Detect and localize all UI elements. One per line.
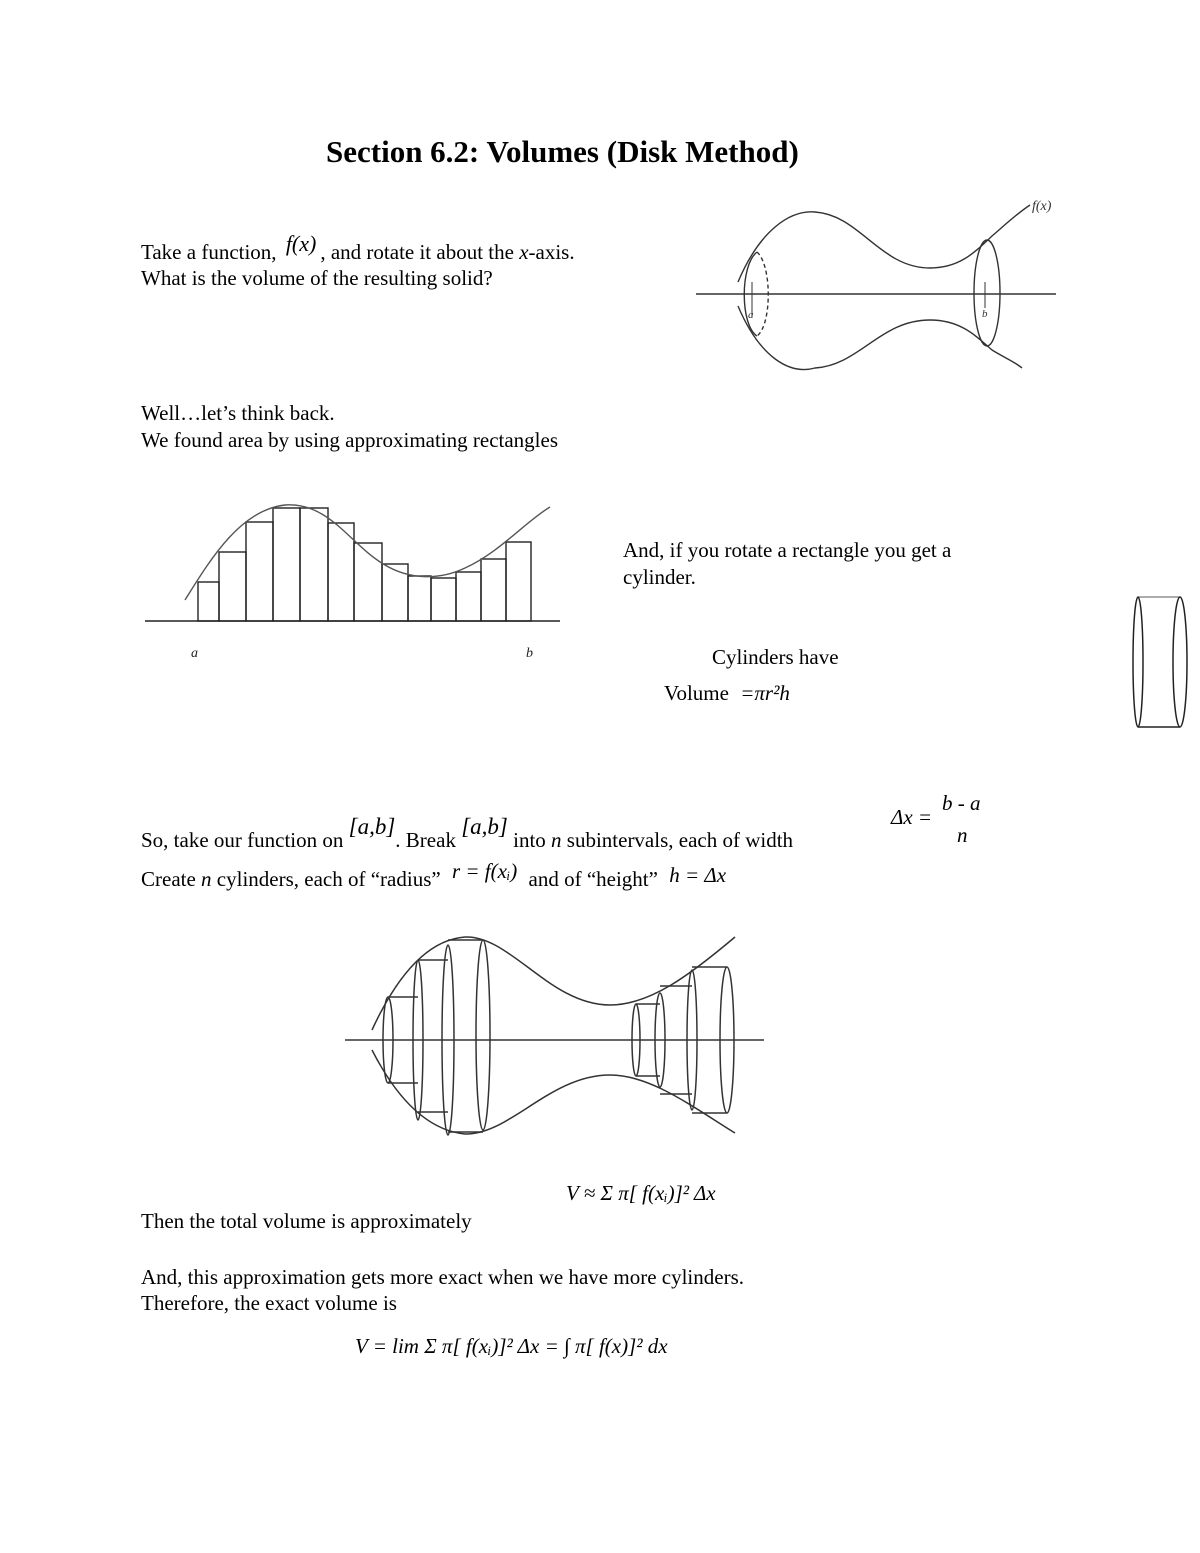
n-var-2: n	[201, 867, 212, 891]
fig1-label-b: b	[982, 308, 988, 320]
partition-text-b: . Break	[395, 828, 456, 852]
radius-formula: r = f(xᵢ)	[451, 859, 518, 883]
interval-1: [a,b]	[348, 814, 396, 839]
disk-left-4	[476, 940, 490, 1130]
fig3-lower-curve	[372, 1050, 735, 1134]
partition-text-c: into	[513, 828, 546, 852]
intro-text-b: , and rotate it about the	[320, 240, 514, 264]
dx-lhs: Δx =	[891, 805, 933, 829]
interval-2: [a,b]	[461, 814, 508, 839]
partition-text-a: So, take our function on	[141, 828, 344, 852]
fig2-label-b: b	[526, 646, 533, 661]
fig3-upper-curve	[372, 937, 735, 1030]
volume-label: Volume	[664, 681, 729, 705]
height-formula: h = Δx	[669, 863, 727, 887]
fx-symbol: f(x)	[285, 231, 317, 256]
n-var-1: n	[551, 828, 562, 852]
rotate-line-2: cylinder.	[623, 565, 696, 589]
intro-text-a: Take a function,	[141, 240, 277, 264]
rotate-line-1: And, if you rotate a rectangle you get a	[623, 538, 952, 562]
partition-text-d: subintervals, each of width	[566, 828, 794, 852]
intro-text-c: -axis.	[528, 240, 575, 264]
approx-formula: V ≈ Σ π[ f(xᵢ)]² Δx	[566, 1181, 716, 1205]
approx-text: Then the total volume is approximately	[141, 1209, 472, 1233]
exact-line-2: Therefore, the exact volume is	[141, 1291, 397, 1315]
fig2-label-a: a	[191, 646, 198, 661]
cylinders-have: Cylinders have	[712, 645, 839, 669]
dx-numerator: b - a	[942, 791, 981, 815]
partition-text-e: Create	[141, 867, 196, 891]
partition-text-g: and of “height”	[528, 867, 658, 891]
partition-text-f: cylinders, each of “radius”	[216, 867, 441, 891]
exact-formula: V = lim Σ π[ f(xᵢ)]² Δx = ∫ π[ f(x)]² dx	[355, 1334, 668, 1358]
x-var: x	[519, 240, 529, 264]
fig1-label-a: a	[748, 309, 754, 321]
page-title: Section 6.2: Volumes (Disk Method)	[326, 134, 799, 169]
intro-line-2: What is the volume of the resulting solid?	[141, 266, 493, 290]
dx-denominator: n	[957, 823, 968, 847]
exact-line-1: And, this approximation gets more exact when we have more cylinders.	[141, 1265, 744, 1289]
recall-line-1: Well…let’s think back.	[141, 401, 335, 425]
fig1-curve-label: f(x)	[1032, 199, 1052, 214]
recall-line-2: We found area by using approximating rectangles	[141, 428, 559, 452]
volume-formula: =πr²h	[740, 681, 790, 705]
